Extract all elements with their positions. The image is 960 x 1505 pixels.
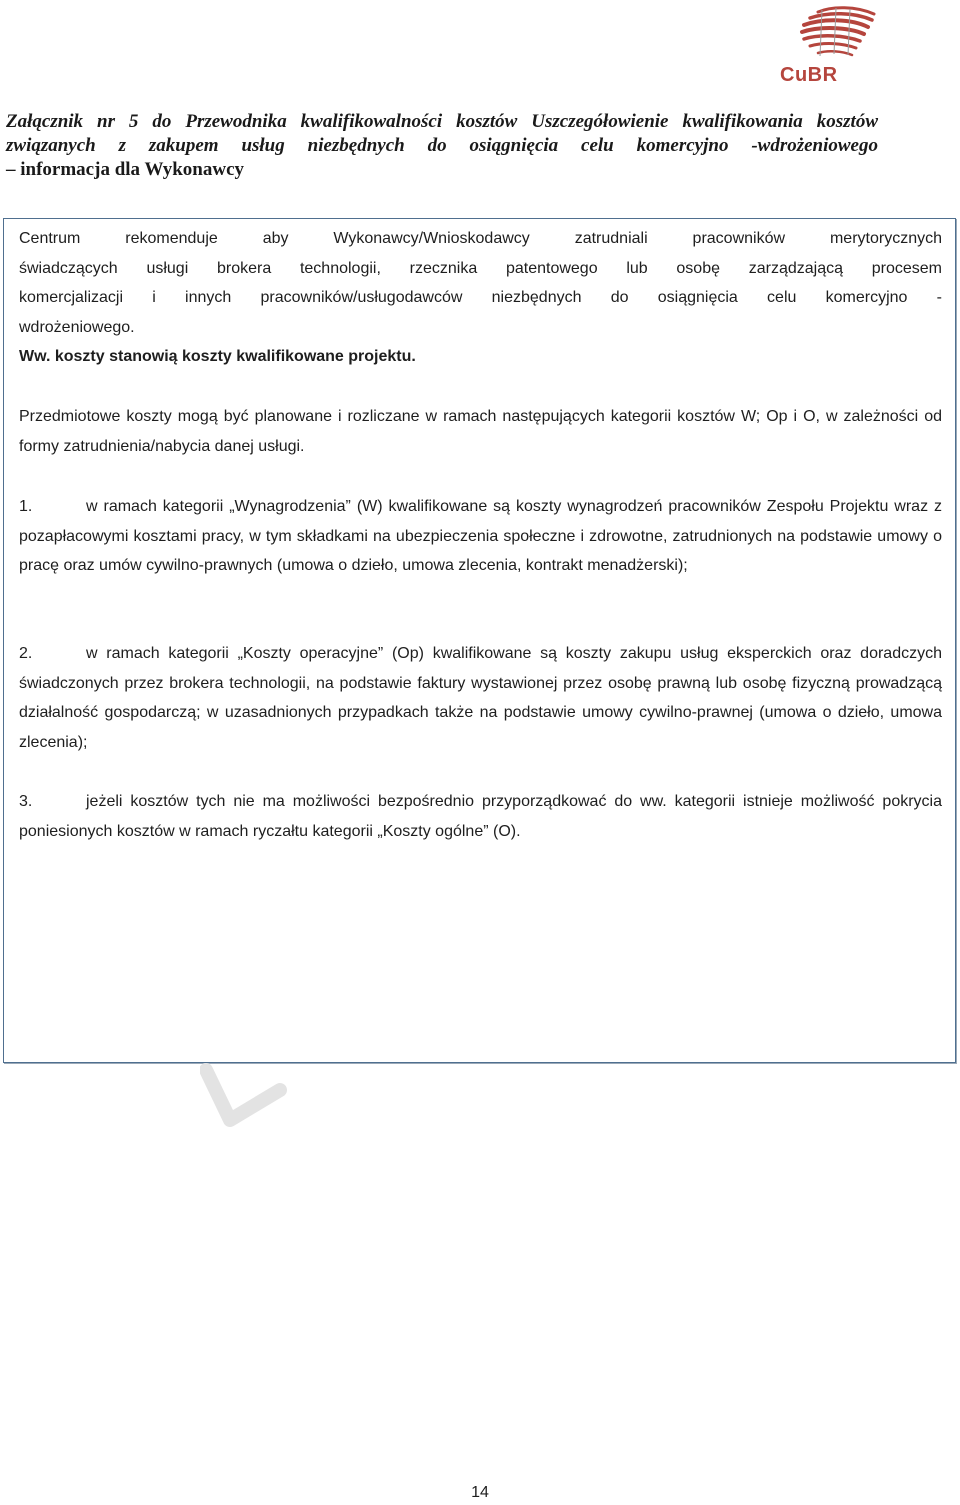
document-subtitle: – informacja dla Wykonawcy [6, 159, 245, 180]
intro-line: Centrum rekomenduje aby Wykonawcy/Wnioskodawcy zatrudniali pracowników merytorycznych [19, 230, 942, 247]
list-item-number: 1. [19, 498, 33, 515]
list-item-number: 2. [19, 645, 33, 662]
list-item [19, 787, 942, 846]
list-item [19, 492, 942, 581]
intro-line: komercjalizacji i innych pracowników/usługodawców niezbędnych do osiągnięcia celu komercyjno - [19, 289, 942, 306]
list-item [19, 639, 942, 757]
list-item-text: w ramach kategorii „Koszty operacyjne” (Op) kwalifikowane są koszty zakupu usług eksperckich oraz doradczych świadczonych przez brokera technologii, na podstawie faktury wystawionej przez osobę prawną lub osobę fizyczną prowadzącą działalność gospodarczą; w uzasadnionych przypadkach także na podstawie umowy cywilno-prawnej (umowa o dzieło, umowa zlecenia); [19, 645, 942, 751]
intro-paragraph [19, 224, 942, 342]
page-number: 14 [471, 1484, 489, 1501]
list-item-text: jeżeli kosztów tych nie ma możliwości bezpośrednio przyporządkować do ww. kategorii istnieje możliwość pokrycia poniesionych kosztów w ramach ryczałtu kategorii „Koszty ogólne” (O). [19, 793, 942, 840]
intro-line: wdrożeniowego. [19, 318, 135, 336]
list-item-text: w ramach kategorii „Wynagrodzenia” (W) kwalifikowane są koszty wynagrodzeń pracowników Zespołu Projektu wraz z pozapłacowymi kosztami pracy, w tym składkami na ubezpieczenia społeczne i zdrowotne, zatrudnionych na podstawie umowy o pracę oraz umów cywilno-prawnych (umowa o dzieło, umowa zlecenia, kontrakt menadżerski); [19, 498, 942, 574]
watermark [200, 1060, 300, 1150]
emphasis-paragraph: Ww. koszty stanowią koszty kwalifikowane projektu. [19, 348, 416, 365]
categories-paragraph: Przedmiotowe koszty mogą być planowane i rozliczane w ramach następujących kategorii kosztów W; Op i O, w zależności od formy zatrudnienia/nabycia danej usługi. [19, 408, 942, 455]
list-item-number: 3. [19, 793, 33, 810]
logo-text: CuBR [780, 64, 838, 86]
cubr-logo [770, 4, 878, 92]
intro-line: świadczących usługi brokera technologii, rzecznika patentowego lub osobę zarządzającą procesem [19, 259, 942, 277]
cubr-spiral-logo-icon [770, 4, 878, 68]
document-title: Załącznik nr 5 do Przewodnika kwalifikowalności kosztów Uszczegółowienie kwalifikowania kosztów związanych z zakupem usług niezbędnych do osiągnięcia celu komercyjno -wdrożeniowego [6, 111, 878, 156]
watermark-fragment-icon [200, 1060, 300, 1150]
